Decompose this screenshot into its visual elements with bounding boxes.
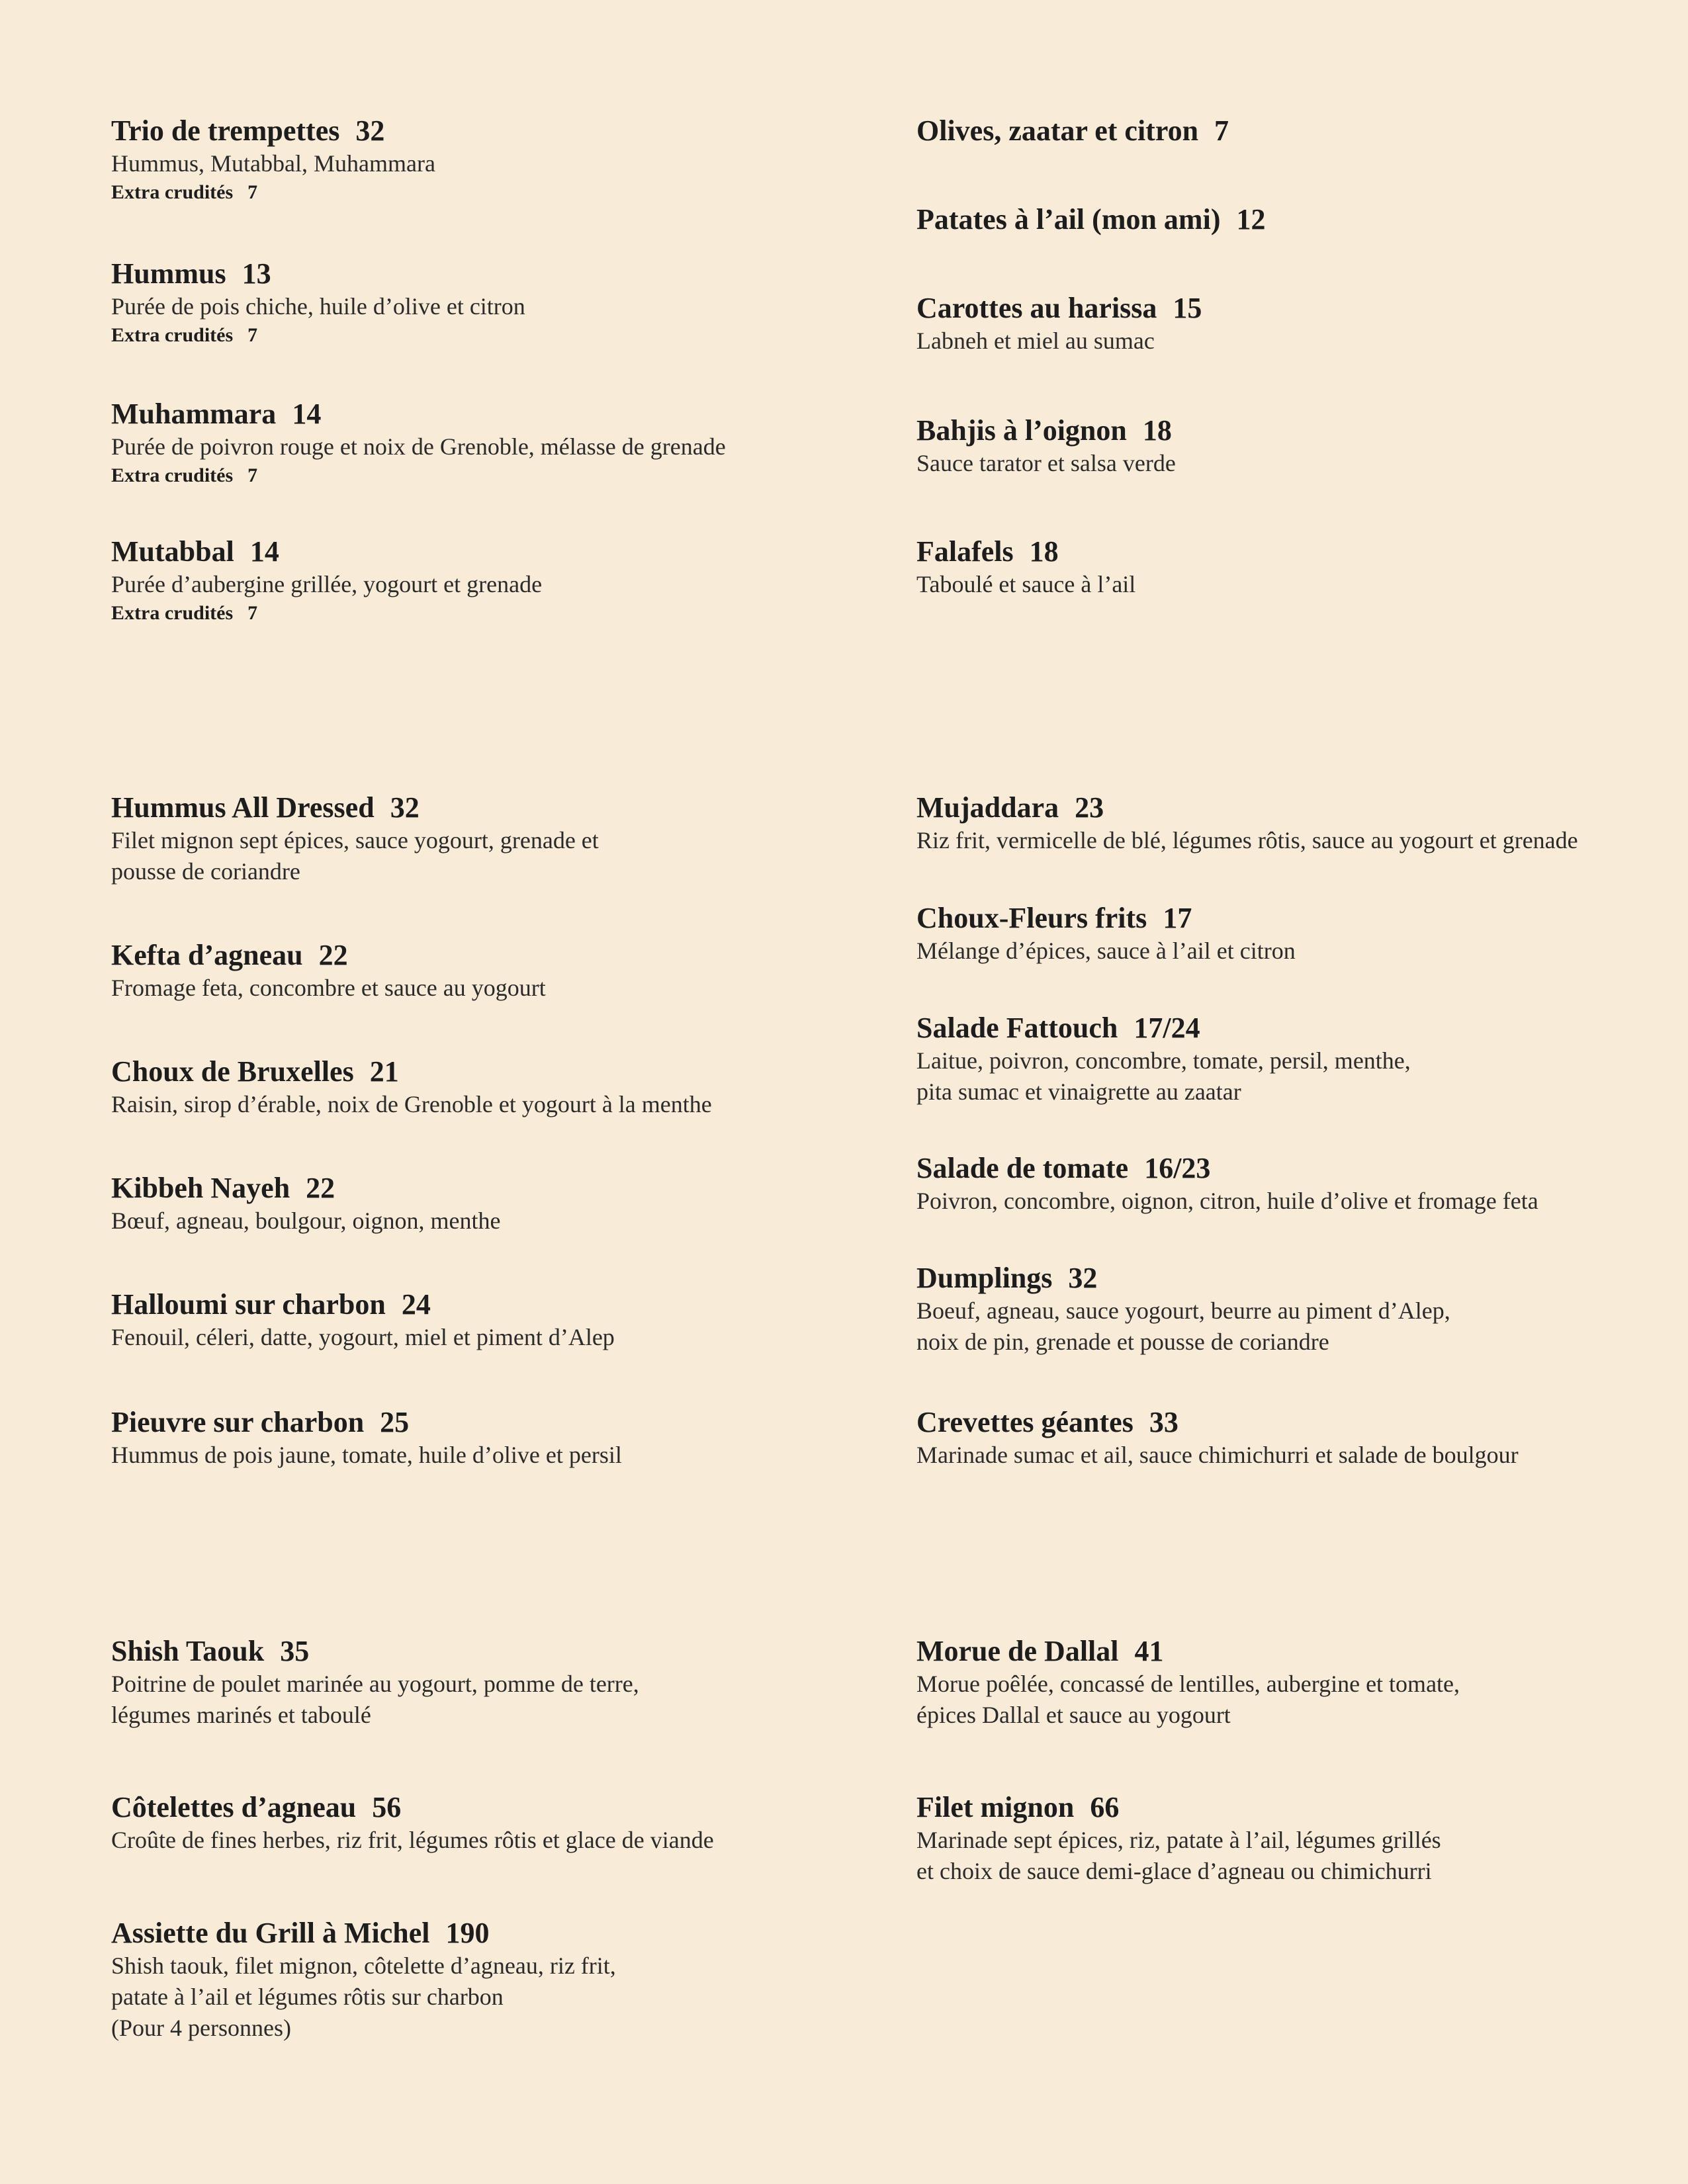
- menu-item-title: [111, 791, 892, 825]
- menu-item: [916, 1790, 1688, 1887]
- menu-item-name: Hummus All Dressed: [111, 791, 375, 824]
- menu-item-description: Hummus de pois jaune, tomate, huile d’olive et persil: [111, 1442, 622, 1468]
- menu-item-name: Patates à l’ail (mon ami): [916, 203, 1221, 236]
- menu-item-title: [916, 1261, 1688, 1295]
- menu-item: [916, 901, 1688, 967]
- menu-item: [916, 1151, 1688, 1217]
- menu-item-name: Côtelettes d’agneau: [111, 1791, 357, 1823]
- menu-item: [916, 202, 1688, 237]
- menu-item: [916, 114, 1688, 148]
- menu-item-description: Laitue, poivron, concombre, tomate, persil, menthe, pita sumac et vinaigrette au zaatar: [916, 1047, 1411, 1105]
- menu-item-name: Pieuvre sur charbon: [111, 1406, 365, 1438]
- menu-item-price: 23: [1075, 791, 1104, 824]
- menu-item-name: Dumplings: [916, 1262, 1053, 1294]
- menu-item-price: 190: [445, 1917, 490, 1949]
- menu-item: [111, 535, 892, 627]
- menu-item-extra: [111, 600, 892, 627]
- menu-item-title: [916, 901, 1688, 936]
- menu-item-price: 15: [1173, 292, 1202, 324]
- extra-label: Extra crudités: [111, 602, 234, 624]
- extra-label: Extra crudités: [111, 324, 234, 346]
- menu-item-name: Shish Taouk: [111, 1635, 265, 1667]
- menu-item-title: [111, 1405, 892, 1440]
- menu-item-title: [111, 257, 892, 291]
- menu-item-name: Mujaddara: [916, 791, 1059, 824]
- menu-item: [111, 791, 892, 887]
- menu-item-price: 25: [380, 1406, 410, 1438]
- menu-item-title: [916, 114, 1688, 148]
- extra-price: 7: [247, 464, 258, 486]
- menu-item-name: Bahjis à l’oignon: [916, 414, 1127, 447]
- menu-item-name: Choux-Fleurs frits: [916, 902, 1147, 934]
- menu-item-description: Marinade sept épices, riz, patate à l’ail, légumes grillés et choix de sauce demi-glace d’agneau ou chimichurri: [916, 1827, 1441, 1884]
- menu-item-name: Choux de Bruxelles: [111, 1055, 354, 1088]
- menu-item-title: [111, 114, 892, 148]
- menu-item-title: [111, 1055, 892, 1089]
- menu-item: [916, 791, 1688, 856]
- extra-price: 7: [247, 181, 258, 203]
- menu-item-description: Morue poêlée, concassé de lentilles, aubergine et tomate, épices Dallal et sauce au yogourt: [916, 1671, 1460, 1728]
- menu-item-name: Olives, zaatar et citron: [916, 114, 1199, 147]
- menu-item-title: [916, 1405, 1688, 1440]
- menu-item-description: Marinade sumac et ail, sauce chimichurri et salade de boulgour: [916, 1442, 1519, 1468]
- menu-item: [916, 1634, 1688, 1731]
- menu-item-price: 17/24: [1133, 1012, 1200, 1044]
- menu-item: [111, 1288, 892, 1353]
- menu-item-description: Croûte de fines herbes, riz frit, légumes rôtis et glace de viande: [111, 1827, 714, 1853]
- menu-item-price: 41: [1134, 1635, 1164, 1667]
- menu-item-title: [916, 1151, 1688, 1186]
- menu-item-title: [916, 1011, 1688, 1045]
- menu-item-price: 35: [280, 1635, 310, 1667]
- menu-item-description: Poivron, concombre, oignon, citron, huile d’olive et fromage feta: [916, 1188, 1538, 1214]
- menu-item: [111, 114, 892, 206]
- menu-item: [111, 1634, 892, 1731]
- menu-item-price: 13: [242, 257, 271, 290]
- menu-item: [111, 1790, 892, 1856]
- menu-item-title: [111, 1790, 892, 1825]
- menu-item-price: 32: [1068, 1262, 1098, 1294]
- menu-item-title: [111, 1288, 892, 1322]
- menu-item: [916, 1405, 1688, 1471]
- menu-item-description: Riz frit, vermicelle de blé, légumes rôtis, sauce au yogourt et grenade: [916, 827, 1578, 853]
- menu-item: [111, 1171, 892, 1237]
- menu-item-name: Trio de trempettes: [111, 114, 340, 147]
- menu-item-price: 17: [1163, 902, 1192, 934]
- menu-item-price: 32: [390, 791, 420, 824]
- menu-item-title: [111, 535, 892, 569]
- menu-item: [111, 1916, 892, 2044]
- menu-item-description: Purée de poivron rouge et noix de Grenoble, mélasse de grenade: [111, 433, 726, 460]
- menu-item-price: 18: [1142, 414, 1172, 447]
- menu-item-price: 33: [1149, 1406, 1178, 1438]
- menu-item-price: 24: [401, 1288, 431, 1321]
- menu-item-price: 16/23: [1144, 1152, 1211, 1184]
- menu-item-title: [916, 414, 1688, 448]
- menu-item-description: Fenouil, céleri, datte, yogourt, miel et piment d’Alep: [111, 1324, 615, 1350]
- menu-item-name: Kefta d’agneau: [111, 939, 303, 971]
- menu-item-title: [916, 1634, 1688, 1669]
- menu-item-title: [111, 397, 892, 431]
- menu-item-description: Mélange d’épices, sauce à l’ail et citron: [916, 938, 1296, 964]
- menu-item-price: 18: [1029, 535, 1059, 568]
- menu-item-name: Muhammara: [111, 398, 277, 430]
- menu-item: [111, 397, 892, 489]
- menu-item-price: 66: [1090, 1791, 1120, 1823]
- extra-label: Extra crudités: [111, 464, 234, 486]
- menu-item: [111, 938, 892, 1004]
- menu-item-title: [916, 291, 1688, 326]
- menu-item-title: [111, 1916, 892, 1950]
- menu-item-title: [111, 1171, 892, 1205]
- menu-item-description: Hummus, Mutabbal, Muhammara: [111, 150, 435, 177]
- menu-item-description: Boeuf, agneau, sauce yogourt, beurre au piment d’Alep, noix de pin, grenade et pousse de coriandre: [916, 1297, 1450, 1355]
- menu-item-description: Poitrine de poulet marinée au yogourt, pomme de terre, légumes marinés et taboulé: [111, 1671, 639, 1728]
- menu-item: [111, 1055, 892, 1120]
- menu-item-price: 14: [249, 535, 279, 568]
- menu-item-description: Fromage feta, concombre et sauce au yogourt: [111, 975, 546, 1001]
- menu-item: [916, 291, 1688, 357]
- menu-item-price: 21: [369, 1055, 399, 1088]
- menu-item-price: 7: [1214, 114, 1229, 147]
- menu-item-title: [111, 1634, 892, 1669]
- menu-item-description: Purée de pois chiche, huile d’olive et citron: [111, 293, 525, 320]
- extra-price: 7: [247, 324, 258, 346]
- menu-item-title: [111, 938, 892, 973]
- menu-item-price: 56: [372, 1791, 402, 1823]
- extra-label: Extra crudités: [111, 181, 234, 203]
- menu-item-name: Salade Fattouch: [916, 1012, 1118, 1044]
- menu-item-title: [916, 1790, 1688, 1825]
- menu-item: [916, 535, 1688, 600]
- menu-item-name: Mutabbal: [111, 535, 234, 568]
- menu-item-extra: [111, 179, 892, 206]
- menu-item-name: Morue de Dallal: [916, 1635, 1119, 1667]
- menu-item-description: Filet mignon sept épices, sauce yogourt, grenade et pousse de coriandre: [111, 827, 599, 885]
- menu-item-name: Carottes au harissa: [916, 292, 1157, 324]
- menu-item-name: Crevettes géantes: [916, 1406, 1133, 1438]
- menu-item: [916, 1011, 1688, 1108]
- menu-item-description: Taboulé et sauce à l’ail: [916, 571, 1136, 597]
- menu-item-name: Halloumi sur charbon: [111, 1288, 386, 1321]
- menu-item-description: Sauce tarator et salsa verde: [916, 450, 1176, 476]
- menu-item-name: Salade de tomate: [916, 1152, 1129, 1184]
- menu-item: [111, 257, 892, 349]
- menu-item: [111, 1405, 892, 1471]
- menu-item-description: Raisin, sirop d’érable, noix de Grenoble et yogourt à la menthe: [111, 1091, 712, 1117]
- menu-item-title: [916, 202, 1688, 237]
- menu-item-description: Purée d’aubergine grillée, yogourt et grenade: [111, 571, 543, 597]
- menu-item-price: 14: [292, 398, 322, 430]
- menu-item: [916, 1261, 1688, 1358]
- menu-item-name: Assiette du Grill à Michel: [111, 1917, 430, 1949]
- menu-item-description: Shish taouk, filet mignon, côtelette d’agneau, riz frit, patate à l’ail et légumes rôtis sur charbon (Pour 4 personnes): [111, 1952, 616, 2041]
- menu-item-price: 12: [1236, 203, 1266, 236]
- menu-item-price: 22: [318, 939, 348, 971]
- menu-item: [916, 414, 1688, 479]
- menu-item-extra: [111, 462, 892, 489]
- menu-item-name: Filet mignon: [916, 1791, 1075, 1823]
- menu-item-title: [916, 791, 1688, 825]
- menu-item-price: 22: [306, 1172, 335, 1204]
- menu-item-description: Bœuf, agneau, boulgour, oignon, menthe: [111, 1207, 501, 1234]
- menu-item-extra: [111, 322, 892, 349]
- menu-item-name: Falafels: [916, 535, 1014, 568]
- menu-item-name: Hummus: [111, 257, 226, 290]
- menu-item-name: Kibbeh Nayeh: [111, 1172, 290, 1204]
- menu-item-price: 32: [355, 114, 385, 147]
- menu-item-title: [916, 535, 1688, 569]
- menu-item-description: Labneh et miel au sumac: [916, 328, 1155, 354]
- extra-price: 7: [247, 602, 258, 624]
